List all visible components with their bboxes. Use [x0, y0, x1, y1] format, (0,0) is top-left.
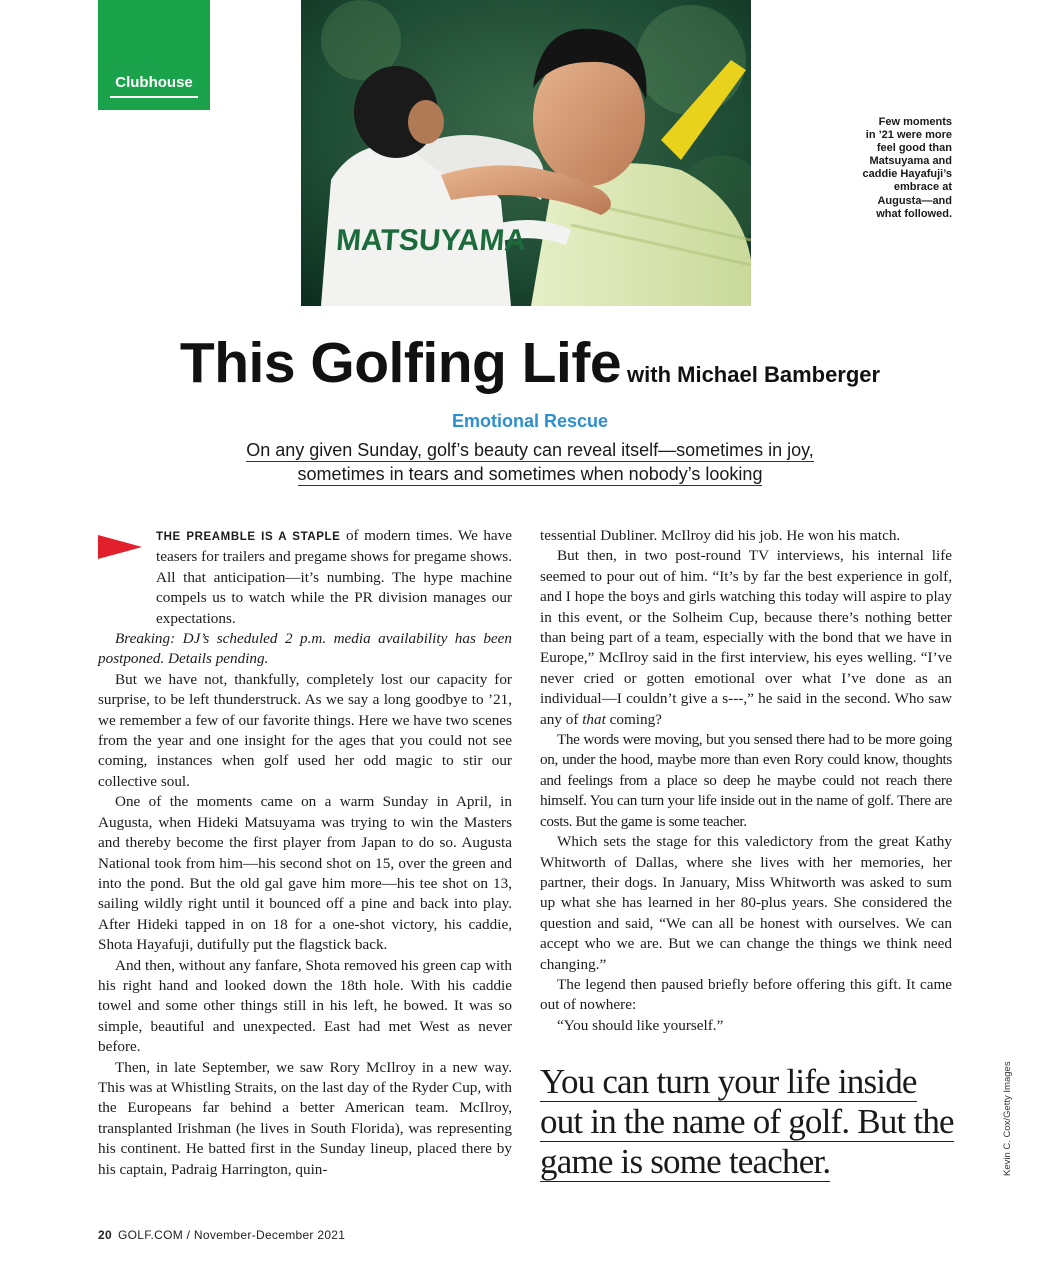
page-footer: [98, 1228, 345, 1242]
section-tab: [98, 0, 210, 110]
photo-credit: Kevin C. Cox/Getty Images: [1002, 1061, 1013, 1176]
hero-photo: [301, 0, 751, 306]
caption-line: Matsuyama and: [869, 155, 952, 168]
page-number: 20: [98, 1228, 112, 1242]
article-paragraph: [540, 546, 952, 730]
pull-quote-line: out in the name of golf. But the: [540, 1102, 954, 1141]
article-paragraph: But we have not, thankfully, completely lost our capacity for surprise, to be left thunderstruck. As we say a long goodbye to ’21, we remember a few of our favorite things. Here we have two scenes from the year and one insight for the ages that you could not see coming, instances when golf used her odd magic to stir our collective soul.: [98, 670, 512, 790]
article-column-2: [540, 526, 952, 1036]
photo-caption: [840, 116, 952, 221]
pull-quote-line: game is some teacher.: [540, 1142, 831, 1181]
article-paragraph: tessential Dubliner. McIlroy did his job. He won his match.: [540, 527, 901, 544]
caption-line: what followed.: [876, 207, 952, 220]
article-column-1: [98, 526, 512, 1180]
article-paragraph: The words were moving, but you sensed there had to be more going on, under the hood, maybe more than even Rory could know, thoughts and feelings from a place so deep he maybe could not reach there himself. You can turn your life inside out in the name of golf. There are costs. But the game is some teacher.: [540, 731, 952, 830]
section-rule: [110, 96, 198, 98]
byline: with Michael Bamberger: [627, 362, 881, 387]
publication-info: GOLF.COM / November-December 2021: [117, 1228, 346, 1242]
article-paragraph: The legend then paused briefly before offering this gift. It came out of nowhere:: [540, 975, 952, 1014]
caption-line: feel good than: [876, 142, 952, 155]
column-title: This Golfing Life: [179, 331, 622, 395]
article-paragraph: Then, in late September, we saw Rory McIlroy in a new way. This was at Whistling Straits, on the last day of the Ryder Cup, with the Europeans far behind a better American team. McIlroy, transplanted Irishman (he lives in South Florida), was representing his continent. He batted first in the Sunday lineup, placed there by his captain, Padraig Harrington, quin-: [98, 1058, 512, 1178]
story-kicker: Emotional Rescue: [451, 411, 609, 431]
dek-line: On any given Sunday, golf’s beauty can reveal itself—sometimes in joy,: [246, 440, 814, 460]
italic-word: that: [582, 710, 606, 728]
article-paragraph: And then, without any fanfare, Shota removed his green cap with his right hand and looked down the 18th hole. With his caddie towel and some other things still in his left, he bowed. It was so simple, beautiful and unexpected. East had met West as never before.: [98, 956, 512, 1056]
paragraph-text: But then, in two post-round TV interviews, his internal life seemed to pour out of him. “It’s by far the best experience in golf, and I hope the boys and girls watching this today will aspire to play in this event, or the Solheim Cup, because there’s nothing better than being part of a team, especially with the bond that we have in Europe,” McIlroy said in the first interview, his eyes welling. “I’ve never cried or gotten emotional over what I’ve done as an individual—I couldn’t give a s---,” he said in the second. Who saw any of: [540, 547, 952, 728]
dek-line: sometimes in tears and sometimes when nobody’s looking: [297, 464, 763, 484]
embrace-photo-illustration: [301, 0, 751, 306]
caption-line: Augusta—and: [877, 194, 952, 207]
pull-quote-line: You can turn your life inside: [540, 1062, 917, 1101]
pull-quote: [540, 1062, 960, 1182]
article-paragraph: Which sets the stage for this valedictory from the great Kathy Whitworth of Dallas, where she lives with her memories, her partner, their dogs. In January, Miss Whitworth was asked to sum up what she has learned in her 80-plus years. She considered the question and said, “We can all be honest with ourselves. We can accept who we are. But we can change the things we think need changing.”: [540, 833, 952, 973]
italic-aside: Breaking: DJ’s scheduled 2 p.m. media availability has been postponed. Details pending.: [98, 630, 512, 668]
bib-lettering: MATSUYAMA: [335, 224, 528, 257]
caption-line: in ’21 were more: [865, 129, 952, 142]
headline: [0, 330, 1060, 396]
caption-line: Few moments: [878, 116, 952, 128]
story-dek: [0, 438, 1060, 486]
article-paragraph: [98, 526, 512, 629]
lead-in: THE PREAMBLE IS A STAPLE: [156, 531, 341, 543]
caption-line: caddie Hayafuji’s: [862, 168, 952, 181]
article-paragraph: [98, 629, 512, 670]
section-label: Clubhouse: [115, 74, 193, 91]
article-paragraph: One of the moments came on a warm Sunday in April, in Augusta, when Hideki Matsuyama was trying to win the Masters and thereby become the first player from Japan to do so. Augusta National took from him—his second shot on 15, over the green and into the pond. But the old gal gave him more—his tee shot on 13, sailing wildly right until it bounced off a pine and back into play. After Hideki tapped in on 18 for a one-shot victory, his caddie, Shota Hayafuji, dutifully put the flagstick back.: [98, 793, 512, 954]
paragraph-text: of modern times. We have teasers for trailers and pregame shows for pregame shows. All that anticipation—it’s numbing. The hype machine compels us to watch while the PR division manages our expectations.: [156, 527, 512, 627]
article-paragraph: “You should like yourself.”: [557, 1016, 724, 1034]
paragraph-text: coming?: [605, 710, 662, 728]
caption-line: embrace at: [893, 181, 952, 194]
